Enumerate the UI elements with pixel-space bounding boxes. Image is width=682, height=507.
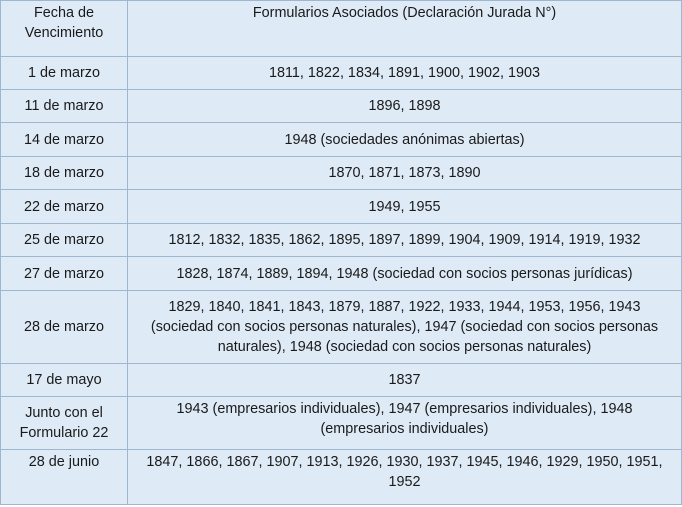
table-header-row — [1, 1, 682, 57]
due-date-cell: 28 de junio — [1, 450, 128, 505]
due-date-cell: 25 de marzo — [1, 224, 128, 257]
due-date-cell: 27 de marzo — [1, 257, 128, 291]
table-row — [1, 57, 682, 90]
due-date-cell: Junto con el Formulario 22 — [1, 397, 128, 450]
forms-cell: 1837 — [128, 364, 682, 397]
table-row — [1, 123, 682, 157]
header-due-date: Fecha de Vencimiento — [1, 1, 128, 57]
table-row — [1, 157, 682, 190]
due-date-cell: 22 de marzo — [1, 190, 128, 224]
due-date-cell: 17 de mayo — [1, 364, 128, 397]
table-row — [1, 397, 682, 450]
header-associated-forms: Formularios Asociados (Declaración Jurada N°) — [128, 1, 682, 57]
forms-cell: 1829, 1840, 1841, 1843, 1879, 1887, 1922, 1933, 1944, 1953, 1956, 1943 (sociedad con socios personas naturales), 1947 (sociedad con socios personas naturales), 1948 (sociedad con socios personas naturales) — [128, 291, 682, 364]
forms-cell: 1943 (empresarios individuales), 1947 (empresarios individuales), 1948 (empresarios individuales) — [128, 397, 682, 450]
due-date-cell: 11 de marzo — [1, 90, 128, 123]
forms-cell: 1811, 1822, 1834, 1891, 1900, 1902, 1903 — [128, 57, 682, 90]
table-row — [1, 364, 682, 397]
due-date-cell: 18 de marzo — [1, 157, 128, 190]
table-row — [1, 450, 682, 505]
table-row — [1, 190, 682, 224]
table-row — [1, 291, 682, 364]
forms-cell: 1896, 1898 — [128, 90, 682, 123]
forms-cell: 1949, 1955 — [128, 190, 682, 224]
forms-cell: 1812, 1832, 1835, 1862, 1895, 1897, 1899, 1904, 1909, 1914, 1919, 1932 — [128, 224, 682, 257]
table-row — [1, 224, 682, 257]
due-date-cell: 28 de marzo — [1, 291, 128, 364]
forms-cell: 1828, 1874, 1889, 1894, 1948 (sociedad con socios personas jurídicas) — [128, 257, 682, 291]
due-date-cell: 1 de marzo — [1, 57, 128, 90]
forms-cell: 1847, 1866, 1867, 1907, 1913, 1926, 1930, 1937, 1945, 1946, 1929, 1950, 1951, 1952 — [128, 450, 682, 505]
table-row — [1, 257, 682, 291]
due-date-cell: 14 de marzo — [1, 123, 128, 157]
forms-cell: 1870, 1871, 1873, 1890 — [128, 157, 682, 190]
table-row — [1, 90, 682, 123]
forms-cell: 1948 (sociedades anónimas abiertas) — [128, 123, 682, 157]
